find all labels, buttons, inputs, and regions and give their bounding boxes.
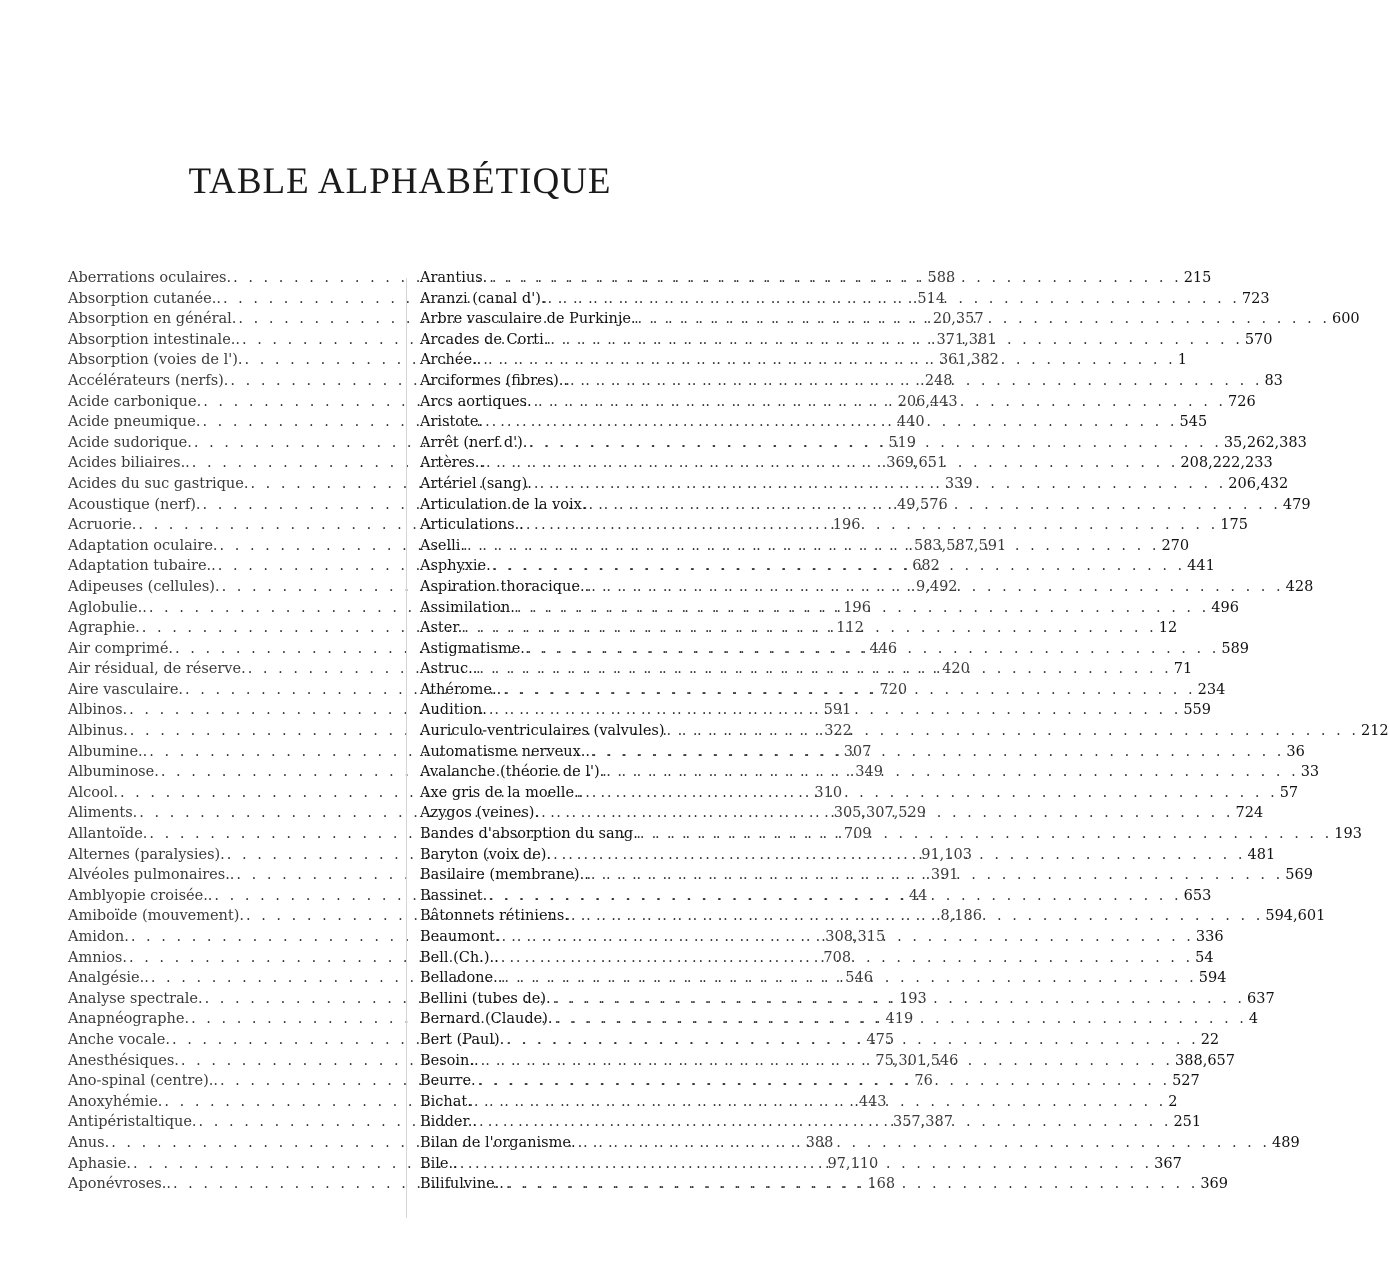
index-term: Bichat.	[420, 1093, 472, 1110]
index-term: Bandes d'absorption du sang.	[420, 826, 638, 843]
index-page-number: 428	[1285, 578, 1314, 595]
dot-leader	[477, 1112, 1173, 1133]
index-term: Besoin..	[420, 1052, 479, 1069]
index-page-number: 589	[1221, 640, 1250, 657]
dot-leader	[525, 639, 1221, 660]
index-page-number: 357,387	[892, 1114, 953, 1131]
index-term: Albumine..	[68, 743, 148, 760]
dot-leader	[590, 742, 1286, 763]
dot-leader	[568, 371, 1264, 392]
index-term: Anche vocale.	[68, 1031, 170, 1048]
dot-leader	[487, 886, 1183, 907]
dot-leader	[465, 536, 1161, 557]
index-page-number: 234	[1197, 681, 1226, 698]
index-term: Anoxyhémie.	[68, 1093, 163, 1110]
dot-leader	[589, 865, 1285, 886]
dot-leader	[552, 1009, 1248, 1030]
index-page-number: 637	[1247, 990, 1275, 1007]
index-term: Anesthésiques.	[68, 1052, 179, 1069]
index-page-number: 591	[823, 702, 852, 719]
dot-leader	[484, 453, 1180, 474]
index-page-number: 388	[805, 1134, 834, 1151]
index-term: Aglobulie..	[68, 599, 147, 616]
index-term: Bassinet.	[420, 887, 488, 904]
index-page-number: 594,601	[1265, 908, 1326, 925]
index-term: Articulations..	[420, 517, 524, 534]
index-page-number: 496	[1211, 599, 1239, 616]
index-term: Air comprimé.	[68, 640, 174, 657]
index-page-number: 570	[1244, 331, 1273, 348]
index-page-number: 175	[1220, 517, 1248, 534]
index-term: Alvéoles pulmonaires..	[68, 867, 235, 884]
dot-leader	[551, 989, 1247, 1010]
index-page-number: 440	[896, 414, 925, 431]
index-page-number: 322	[824, 723, 852, 740]
index-term: Aselli.	[420, 537, 466, 554]
index-page-number: 206,432	[1228, 475, 1289, 492]
index-page-number: 308,315	[825, 929, 886, 945]
index-page-number: 349	[855, 764, 883, 781]
dot-leader	[504, 1174, 1200, 1195]
index-page-number: 479	[1282, 496, 1311, 513]
index-page-number: 12	[1158, 620, 1178, 637]
index-term: Amblyopie croisée..	[68, 887, 213, 904]
index-page-number: 588	[927, 270, 956, 286]
index-term: Arcades de Corti.	[420, 331, 549, 348]
index-term: Acide pneumique.	[68, 414, 201, 431]
index-term: Archée..	[420, 352, 482, 369]
index-page-number: 583,587,591	[913, 537, 1007, 554]
index-term: Adipeuses (cellules).	[68, 578, 220, 595]
index-page-number: 653	[1183, 887, 1212, 904]
index-page-number: 420	[942, 661, 970, 678]
index-term: Articulation de la voix.	[420, 496, 587, 513]
index-page-number: 569	[1285, 867, 1313, 884]
dot-leader	[539, 803, 1235, 824]
index-term: Aponévroses..	[68, 1176, 171, 1193]
index-term: Analyse spectrale.	[68, 990, 203, 1007]
index-term: Accélérateurs (nerfs).	[68, 372, 229, 389]
index-term: Audition.	[420, 702, 487, 719]
index-term: Absorption (voies de l').	[68, 352, 243, 369]
index-page-number: 248	[924, 372, 953, 389]
index-term: Axe gris de la moelle..	[420, 784, 584, 801]
index-term: Arcs aortiques.	[420, 393, 532, 410]
index-term: Artères..	[420, 455, 484, 472]
index-term: Bidder..	[420, 1114, 477, 1131]
index-page-number: 419	[885, 1011, 914, 1028]
dot-leader	[515, 598, 1211, 619]
index-term: Albuminose.	[68, 764, 159, 781]
index-page-number: 75,301,546	[875, 1052, 959, 1069]
index-page-number: 36	[1286, 743, 1305, 760]
index-page-number: 307	[843, 743, 872, 760]
index-term: Albinus.	[68, 723, 128, 740]
index-term: Bellini (tubes de).	[420, 990, 551, 1007]
dot-leader	[487, 700, 1183, 721]
index-page-number: 339	[944, 475, 973, 492]
dot-leader	[476, 1071, 1172, 1092]
index-term: Basilaire (membrane)..	[420, 867, 589, 884]
index-term: Beurre.	[420, 1073, 476, 1090]
index-term: Assimilation.	[420, 599, 515, 616]
dot-leader	[524, 515, 1220, 536]
index-term: Amnios.	[68, 949, 127, 966]
dot-leader	[472, 1092, 1168, 1113]
index-page-number: 168	[867, 1176, 896, 1193]
index-page-number: 310	[814, 784, 843, 801]
index-term: Alternes (paralysies).	[68, 846, 225, 863]
index-term: Aberrations oculaires.	[68, 270, 232, 286]
index-page-number: 20,357	[932, 311, 984, 328]
index-page-number: 481	[1247, 846, 1276, 863]
dot-leader	[548, 330, 1244, 351]
index-term: Alcool.	[68, 784, 118, 801]
index-page-number: 251	[1173, 1114, 1202, 1131]
index-term: Aphasie.	[68, 1155, 132, 1172]
dot-leader	[487, 268, 1183, 289]
index-page-number: 193	[899, 990, 927, 1007]
index-term: Aspiration thoracique..	[420, 578, 590, 595]
index-page-number: 600	[1331, 311, 1360, 328]
index-term: Acide carbonique.	[68, 393, 202, 410]
index-term: Absorption intestinale..	[68, 331, 240, 348]
dot-leader	[477, 659, 1173, 680]
index-term: Aliments.	[68, 805, 138, 822]
index-term: Athérome..	[420, 681, 502, 698]
index-page-number: 709	[843, 826, 872, 843]
index-page-number: 726	[1228, 393, 1256, 410]
dot-leader	[586, 495, 1282, 516]
index-page-number: 441	[1187, 558, 1215, 575]
dot-leader	[527, 433, 1223, 454]
index-page-number: 196	[832, 517, 861, 534]
dot-leader	[499, 948, 1195, 969]
index-page-number: 391	[930, 867, 959, 884]
index-page-number: 206,443	[897, 393, 958, 410]
index-term: Aranzi (canal d').	[420, 290, 546, 307]
index-page-number: 112	[836, 620, 864, 637]
index-page-number: 71	[1173, 661, 1193, 678]
column-divider	[406, 278, 407, 1218]
index-term: Antipéristaltique.	[68, 1114, 197, 1131]
index-term: Arbre vasculaire de Purkinje.	[420, 311, 636, 328]
index-term: Beaumont.	[420, 929, 500, 945]
index-page-number: 270	[1161, 537, 1190, 554]
index-page-number: 91,103	[921, 846, 972, 863]
dot-leader	[532, 474, 1228, 495]
index-term: Albinos.	[68, 702, 128, 719]
index-term: Astigmatisme.	[420, 640, 525, 657]
index-term: Avalanche (théorie de l').	[420, 764, 605, 781]
index-term: Belladone..	[420, 970, 503, 987]
index-page-number: 443	[858, 1093, 887, 1110]
dot-leader	[458, 1154, 1154, 1175]
index-term: Bâtonnets rétiniens.	[420, 908, 569, 925]
index-page-number: 519	[888, 434, 916, 451]
index-term: Agraphie.	[68, 620, 140, 637]
index-term: Bernard (Claude).	[420, 1011, 553, 1028]
index-page-number: 212	[1360, 723, 1389, 740]
index-page-number: 44	[908, 887, 928, 904]
dot-leader	[569, 906, 1265, 927]
index-term: Auriculo-ventriculaires (valvules)	[420, 723, 665, 740]
dot-leader	[499, 927, 1195, 948]
index-page-number: 2	[1168, 1093, 1178, 1110]
index-term: Artériel (sang).	[420, 475, 532, 492]
index-term: Anus.	[68, 1134, 110, 1151]
dot-leader	[479, 1051, 1175, 1072]
index-page-number: 9,492	[916, 578, 958, 595]
dot-leader	[501, 680, 1197, 701]
index-page-number: 1	[1177, 352, 1187, 369]
index-page-number: 594	[1198, 970, 1227, 987]
index-page-number: 388,657	[1175, 1052, 1236, 1069]
index-term: Bile..	[420, 1155, 458, 1172]
index-term: Arantius.	[420, 270, 488, 286]
index-page-number: 49,576	[896, 496, 948, 513]
index-page-number: 208,222,233	[1180, 455, 1273, 472]
index-page-number: 723	[1241, 290, 1270, 307]
index-page-number: 527	[1172, 1073, 1200, 1090]
dot-leader	[665, 721, 1361, 742]
index-term: Acruorie.	[68, 517, 137, 534]
index-columns	[68, 268, 1389, 1248]
index-page-number: 514	[917, 290, 946, 307]
index-page-number: 371,381	[936, 331, 997, 348]
dot-leader	[638, 824, 1334, 845]
index-page-number: 54	[1195, 949, 1214, 966]
index-term: Amiboïde (mouvement).	[68, 908, 244, 925]
dot-leader	[583, 783, 1279, 804]
index-term: Aster.	[420, 620, 463, 637]
index-page-number: 33	[1300, 764, 1320, 781]
dot-leader	[551, 845, 1247, 866]
index-page-number: 475	[866, 1031, 895, 1048]
index-page-number: 193	[1334, 826, 1362, 843]
page-title: TABLE ALPHABÉTIQUE	[188, 161, 612, 202]
dot-leader	[636, 309, 1332, 330]
index-term: Allantoïde.	[68, 826, 148, 843]
index-page-number: 545	[1179, 414, 1208, 431]
dot-leader	[502, 968, 1198, 989]
index-term: Aire vasculaire.	[68, 681, 184, 698]
index-page-number: 57	[1279, 784, 1299, 801]
index-page-number: 724	[1235, 805, 1264, 822]
index-term: Amidon.	[68, 929, 129, 945]
index-term: Absorption cutanée..	[68, 290, 221, 307]
index-term: Analgésie..	[68, 970, 149, 987]
index-term: Azygos (veines).	[420, 805, 540, 822]
dot-leader	[491, 556, 1187, 577]
index-page-number: 305,307,529	[833, 805, 926, 822]
index-term: Ano-spinal (centre)..	[68, 1073, 218, 1090]
index-page-number: 76	[914, 1073, 933, 1090]
index-term: Anapnéographe.	[68, 1011, 190, 1028]
index-page-number: 35,262,383	[1223, 434, 1307, 451]
dot-leader	[481, 350, 1177, 371]
index-page-number: 83	[1264, 372, 1283, 389]
index-page-number: 22	[1200, 1031, 1220, 1048]
index-page-number: 8,186	[940, 908, 982, 925]
index-page-number: 361,382	[938, 352, 999, 369]
index-page-number: 367	[1154, 1155, 1182, 1172]
index-page-number: 97,110	[827, 1155, 879, 1172]
index-term: Baryton (voix de).	[420, 846, 552, 863]
dot-leader	[604, 762, 1300, 783]
dot-leader	[532, 392, 1228, 413]
index-term: Acides biliaires..	[68, 455, 190, 472]
index-term: Adaptation tubaire..	[68, 558, 216, 575]
index-page-number: 4	[1248, 1011, 1259, 1028]
index-page-number: 369	[1200, 1176, 1229, 1193]
index-term: Astruc..	[420, 661, 478, 678]
index-page-number: 682	[912, 558, 940, 575]
dot-leader	[545, 289, 1241, 310]
index-term: Adaptation oculaire.	[68, 537, 218, 554]
index-page-number: 546	[845, 970, 873, 987]
index-page-number: 708	[823, 949, 852, 966]
dot-leader	[576, 1133, 1272, 1154]
index-term: Acoustique (nerf).	[68, 496, 201, 513]
index-term: Absorption en général.	[68, 311, 237, 328]
index-term: Automatisme nerveux..	[420, 743, 590, 760]
index-term: Bert (Paul).	[420, 1031, 505, 1048]
index-term: Bell (Ch.)..	[420, 949, 499, 966]
index-page-number: 559	[1183, 702, 1211, 719]
index-term: Arrêt (nerf d').	[420, 434, 528, 451]
index-page-number: 489	[1272, 1134, 1300, 1151]
index-term: Asphyxie.	[420, 558, 491, 575]
index-term: Air résidual, de réserve.	[68, 661, 246, 678]
index-term: Arciformes (fibres)..	[420, 372, 569, 389]
index-term: Bilan de l'organisme.	[420, 1134, 576, 1151]
index-page-number: 215	[1183, 270, 1212, 286]
index-term: Bilifulvine..	[420, 1176, 504, 1193]
index-term: Aristote.	[420, 414, 484, 431]
index-page-number: 720	[879, 681, 908, 698]
dot-leader	[589, 577, 1285, 598]
index-term: Acides du suc gastrique.	[68, 475, 249, 492]
dot-leader	[462, 618, 1158, 639]
index-page-number: 369,651	[886, 455, 947, 472]
dot-leader	[483, 412, 1179, 433]
index-page-number: 336	[1195, 929, 1224, 945]
dot-leader	[504, 1030, 1200, 1051]
index-term: Acide sudorique.	[68, 434, 192, 451]
index-page-number: 446	[869, 640, 898, 657]
index-page-number: 196	[843, 599, 871, 616]
